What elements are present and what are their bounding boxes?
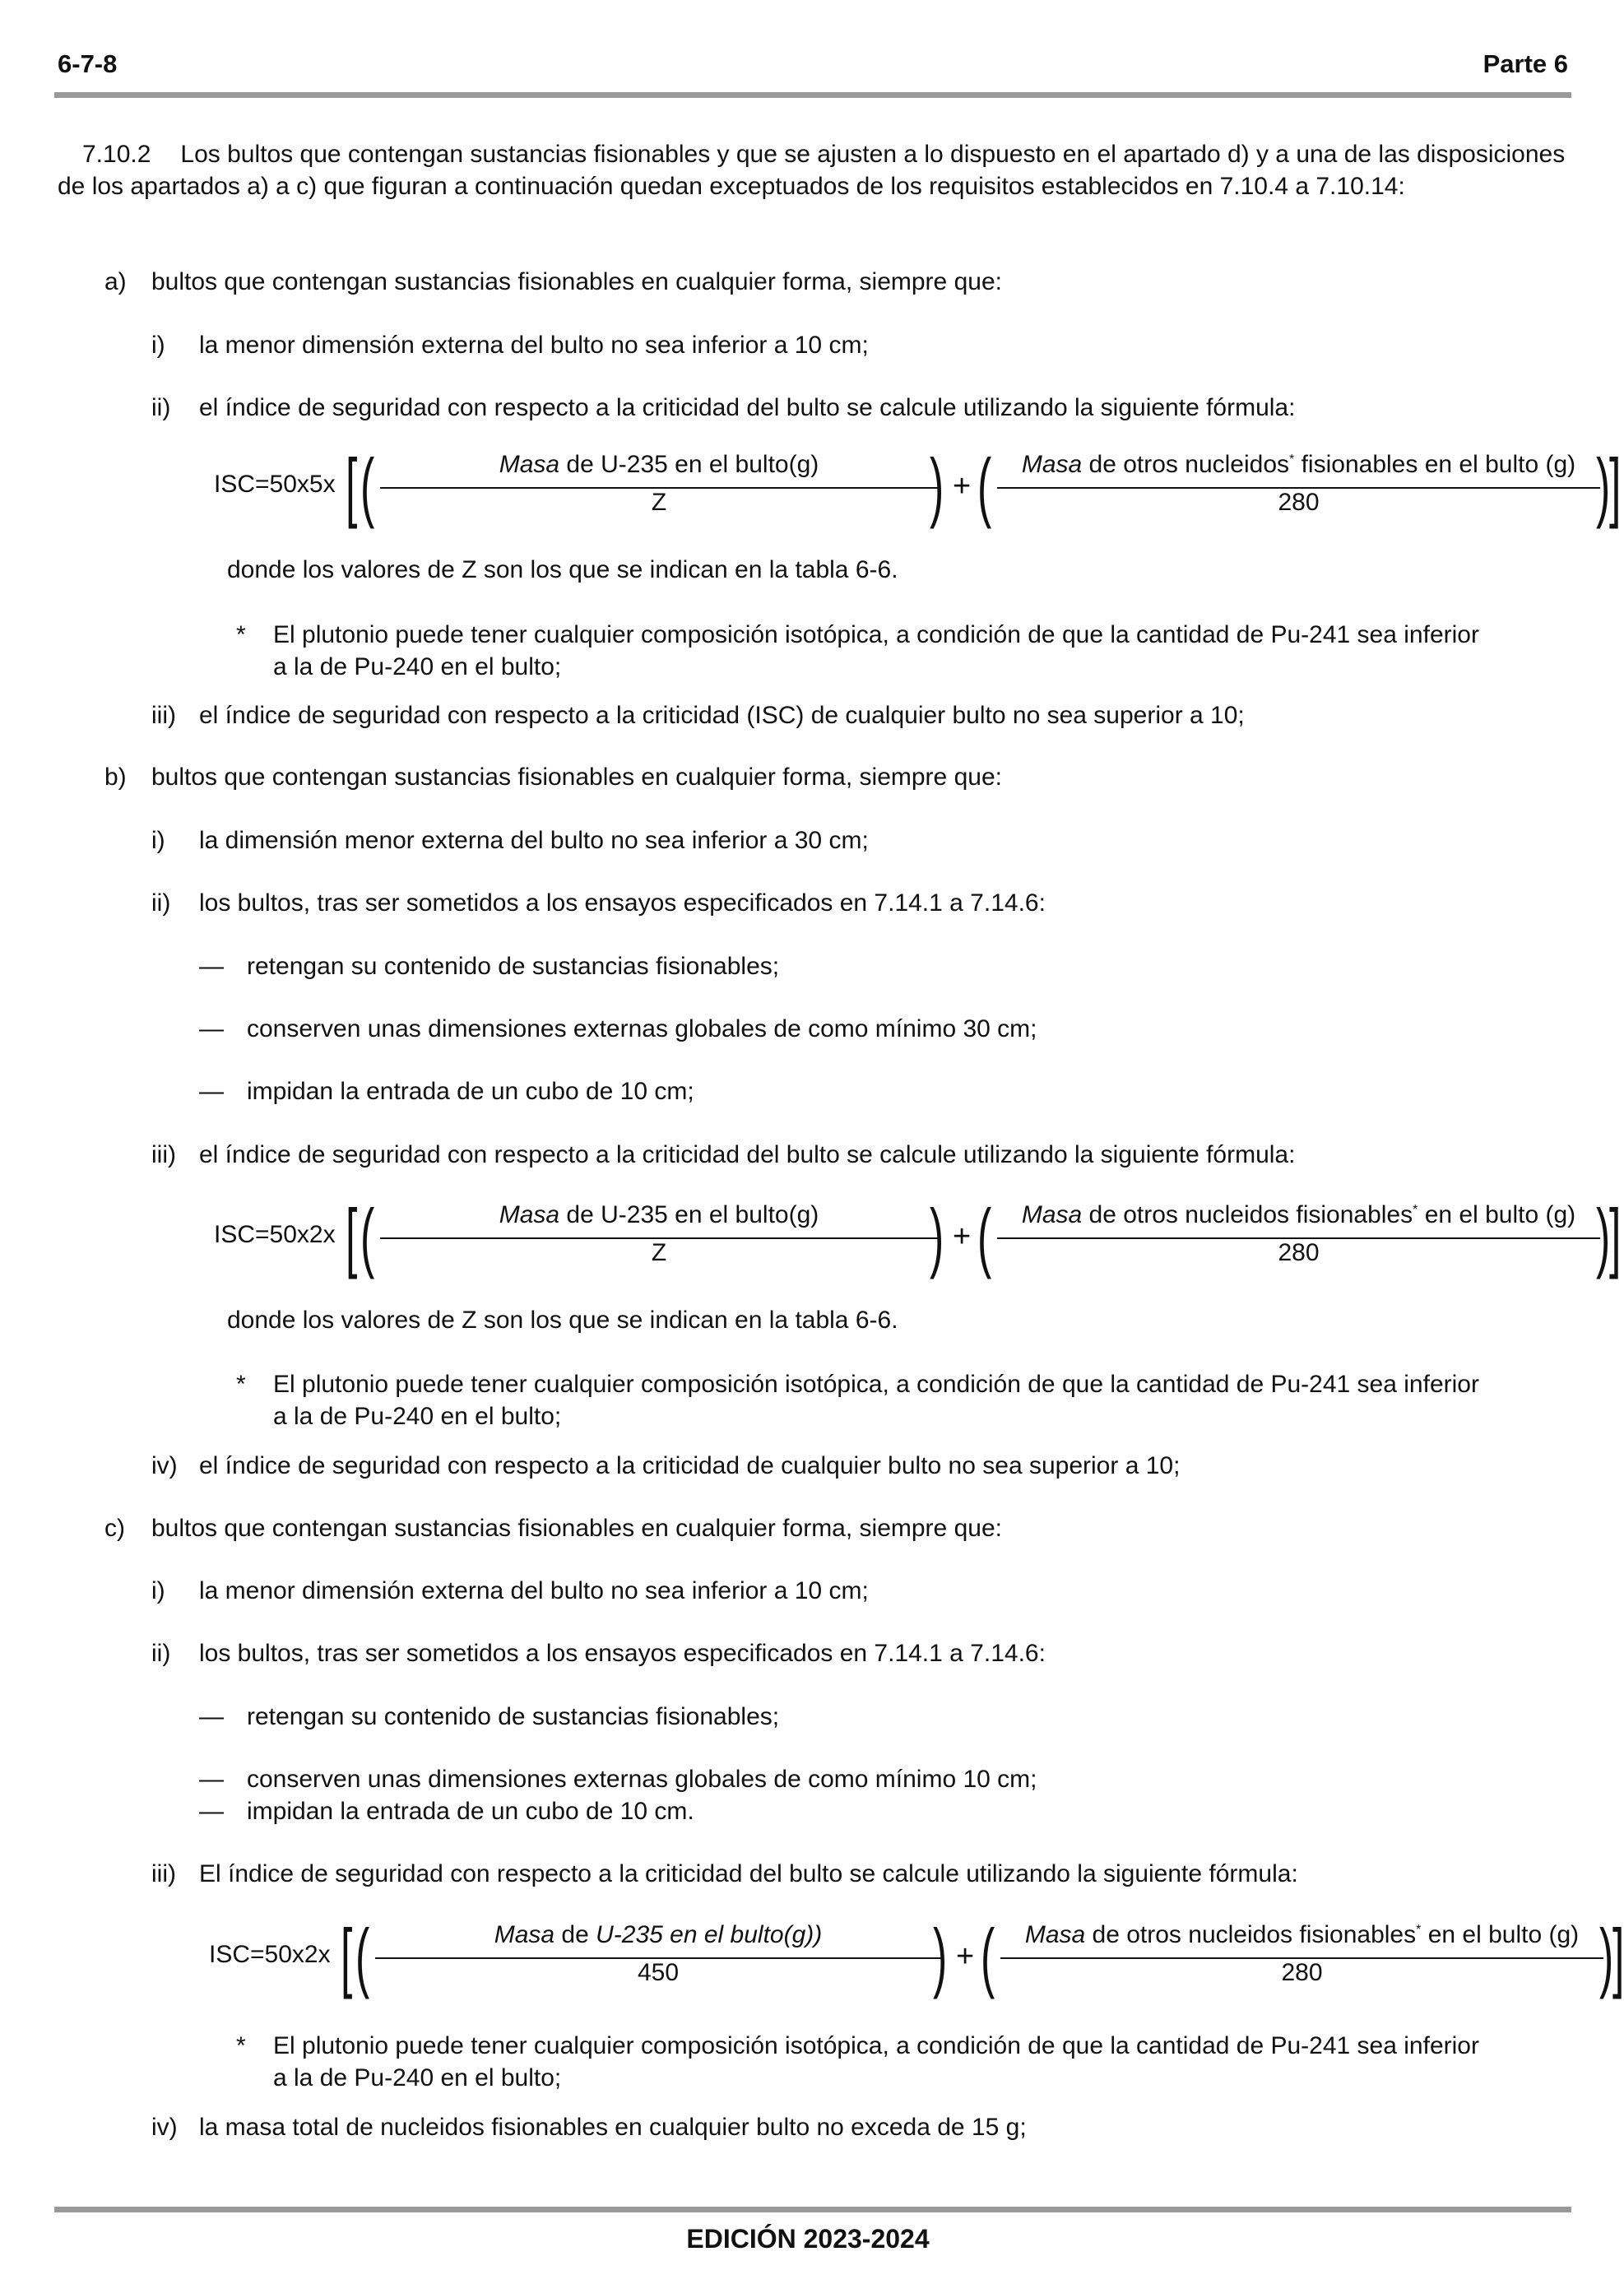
item-b-note-line-1: El plutonio puede tener cualquier composición isotópica, a condición de que la cantidad de Pu-241 sea inferior — [273, 1371, 1479, 1398]
item-b-iii-text: el índice de seguridad con respecto a la criticidad del bulto se calcule utilizando la siguiente fórmula: — [199, 1141, 1296, 1168]
formula-a-lhs: ISC=50x5x — [214, 471, 336, 498]
item-c-iii-text: El índice de seguridad con respecto a la criticidad del bulto se calcule utilizando la siguiente fórmula: — [199, 1860, 1298, 1887]
item-b-dash-1-text: retengan su contenido de sustancias fisionables; — [247, 953, 780, 980]
item-b-dash-3: — — [199, 1078, 224, 1105]
item-c-note-line-1: El plutonio puede tener cualquier composición isotópica, a condición de que la cantidad de Pu-241 sea inferior — [273, 2032, 1479, 2059]
formula-b-fraction-1: Masa de U-235 en el bulto(g) Z — [375, 1201, 943, 1275]
item-b-i-text: la dimensión menor externa del bulto no sea inferior a 30 cm; — [199, 827, 869, 854]
item-b-text: bultos que contengan sustancias fisionables en cualquier forma, siempre que: — [151, 764, 1002, 791]
item-c-i-label: i) — [151, 1577, 165, 1604]
item-b-ii-text: los bultos, tras ser sometidos a los ensayos especificados en 7.14.1 a 7.14.6: — [199, 889, 1046, 917]
item-a-ii-label: ii) — [151, 394, 171, 421]
item-b-i-label: i) — [151, 827, 165, 854]
part-label: Parte 6 — [1482, 49, 1568, 78]
item-c-note-line-2: a la de Pu-240 en el bulto; — [273, 2064, 562, 2091]
item-b-dash-2-text: conserven unas dimensiones externas globales de como mínimo 30 cm; — [247, 1015, 1037, 1042]
item-c-iv-label: iv) — [151, 2114, 178, 2141]
item-c-dash-1-text: retengan su contenido de sustancias fisionables; — [247, 1703, 780, 1730]
item-a-ii-text: el índice de seguridad con respecto a la criticidad del bulto se calcule utilizando la siguiente fórmula: — [199, 394, 1296, 421]
item-c-dash-3: — — [199, 1798, 224, 1825]
item-c-i-text: la menor dimensión externa del bulto no sea inferior a 10 cm; — [199, 1577, 869, 1604]
footer-rule — [54, 2207, 1571, 2212]
item-a-donde: donde los valores de Z son los que se indican en la tabla 6-6. — [227, 556, 898, 583]
item-c-label: c) — [104, 1515, 125, 1542]
intro-text: Los bultos que contengan sustancias fisionables y que se ajusten a lo dispuesto en el apartado d) y a una de las disposiciones de los apartados a) a c) que figuran a continuación quedan exceptuados de los requisitos establecidos en 7.10.4 a 7.10.14: — [58, 141, 1566, 200]
item-c-dash-3-text: impidan la entrada de un cubo de 10 cm. — [247, 1798, 694, 1825]
formula-c-lhs: ISC=50x2x — [209, 1941, 331, 1968]
item-b-note-line-2: a la de Pu-240 en el bulto; — [273, 1403, 562, 1430]
item-c-dash-2-text: conserven unas dimensiones externas globales de como mínimo 10 cm; — [247, 1766, 1037, 1793]
item-c-ii-text: los bultos, tras ser sometidos a los ensayos especificados en 7.14.1 a 7.14.6: — [199, 1640, 1046, 1667]
item-a-iii-label: iii) — [151, 702, 176, 729]
formula-b-lhs: ISC=50x2x — [214, 1221, 336, 1248]
formula-c-fraction-2: Masa de otros nucleidos fisionables* en el bulto (g) 280 — [995, 1921, 1608, 1995]
item-c-note-star: * — [236, 2032, 246, 2059]
header-rule — [54, 92, 1571, 98]
formula-a-fraction-1: Masa de U-235 en el bulto(g) Z — [375, 451, 943, 525]
formula-a-fraction-2: Masa de otros nucleidos* fisionables en el bulto (g) 280 — [992, 451, 1605, 525]
item-c-iv-text: la masa total de nucleidos fisionables en cualquier bulto no exceda de 15 g; — [199, 2114, 1027, 2141]
item-c-text: bultos que contengan sustancias fisionables en cualquier forma, siempre que: — [151, 1515, 1002, 1542]
item-b-dash-3-text: impidan la entrada de un cubo de 10 cm; — [247, 1078, 694, 1105]
item-b-label: b) — [104, 764, 127, 791]
item-a-text: bultos que contengan sustancias fisionables en cualquier forma, siempre que: — [151, 268, 1002, 295]
item-a-label: a) — [104, 268, 127, 295]
intro-paragraph — [58, 138, 1573, 202]
page-number: 6-7-8 — [58, 49, 118, 78]
section-number: 7.10.2 — [82, 141, 151, 168]
formula-a: ISC=50x5x [ ( Masa de U-235 en el bulto(g) Z ) + ( Masa de otros nucleidos* fisionables en el bulto (g) 280 ) ] — [214, 443, 1622, 529]
item-c-dash-2: — — [199, 1766, 224, 1793]
formula-b: ISC=50x2x [ ( Masa de U-235 en el bulto(g) Z ) + ( Masa de otros nucleidos fisionables* en el bulto (g) 280 ) ] — [214, 1193, 1622, 1279]
item-a-note-line-2: a la de Pu-240 en el bulto; — [273, 653, 562, 680]
formula-c: ISC=50x2x [ ( Masa de U-235 en el bulto(g)) 450 ) + ( Masa de otros nucleidos fisionables* en el bulto (g) 280 ) ] — [209, 1913, 1624, 1999]
item-b-donde: donde los valores de Z son los que se indican en la tabla 6-6. — [227, 1307, 898, 1334]
item-c-iii-label: iii) — [151, 1860, 176, 1887]
item-b-iv-label: iv) — [151, 1452, 178, 1479]
item-a-note-line-1: El plutonio puede tener cualquier composición isotópica, a condición de que la cantidad de Pu-241 sea inferior — [273, 621, 1479, 648]
item-c-dash-1: — — [199, 1703, 224, 1730]
item-b-dash-1: — — [199, 953, 224, 980]
item-b-iv-text: el índice de seguridad con respecto a la criticidad de cualquier bulto no sea superior a 10; — [199, 1452, 1181, 1479]
item-b-note-star: * — [236, 1371, 246, 1398]
item-a-i-label: i) — [151, 332, 165, 359]
edition-label: EDICIÓN 2023-2024 — [686, 2224, 930, 2254]
formula-b-fraction-2: Masa de otros nucleidos fisionables* en el bulto (g) 280 — [992, 1201, 1605, 1275]
formula-c-fraction-1: Masa de U-235 en el bulto(g)) 450 — [370, 1921, 946, 1995]
item-a-iii-text: el índice de seguridad con respecto a la criticidad (ISC) de cualquier bulto no sea superior a 10; — [199, 702, 1245, 729]
item-a-i-text: la menor dimensión externa del bulto no sea inferior a 10 cm; — [199, 332, 869, 359]
item-b-dash-2: — — [199, 1015, 224, 1042]
item-c-ii-label: ii) — [151, 1640, 171, 1667]
item-b-ii-label: ii) — [151, 889, 171, 917]
item-a-note-star: * — [236, 621, 246, 648]
item-b-iii-label: iii) — [151, 1141, 176, 1168]
